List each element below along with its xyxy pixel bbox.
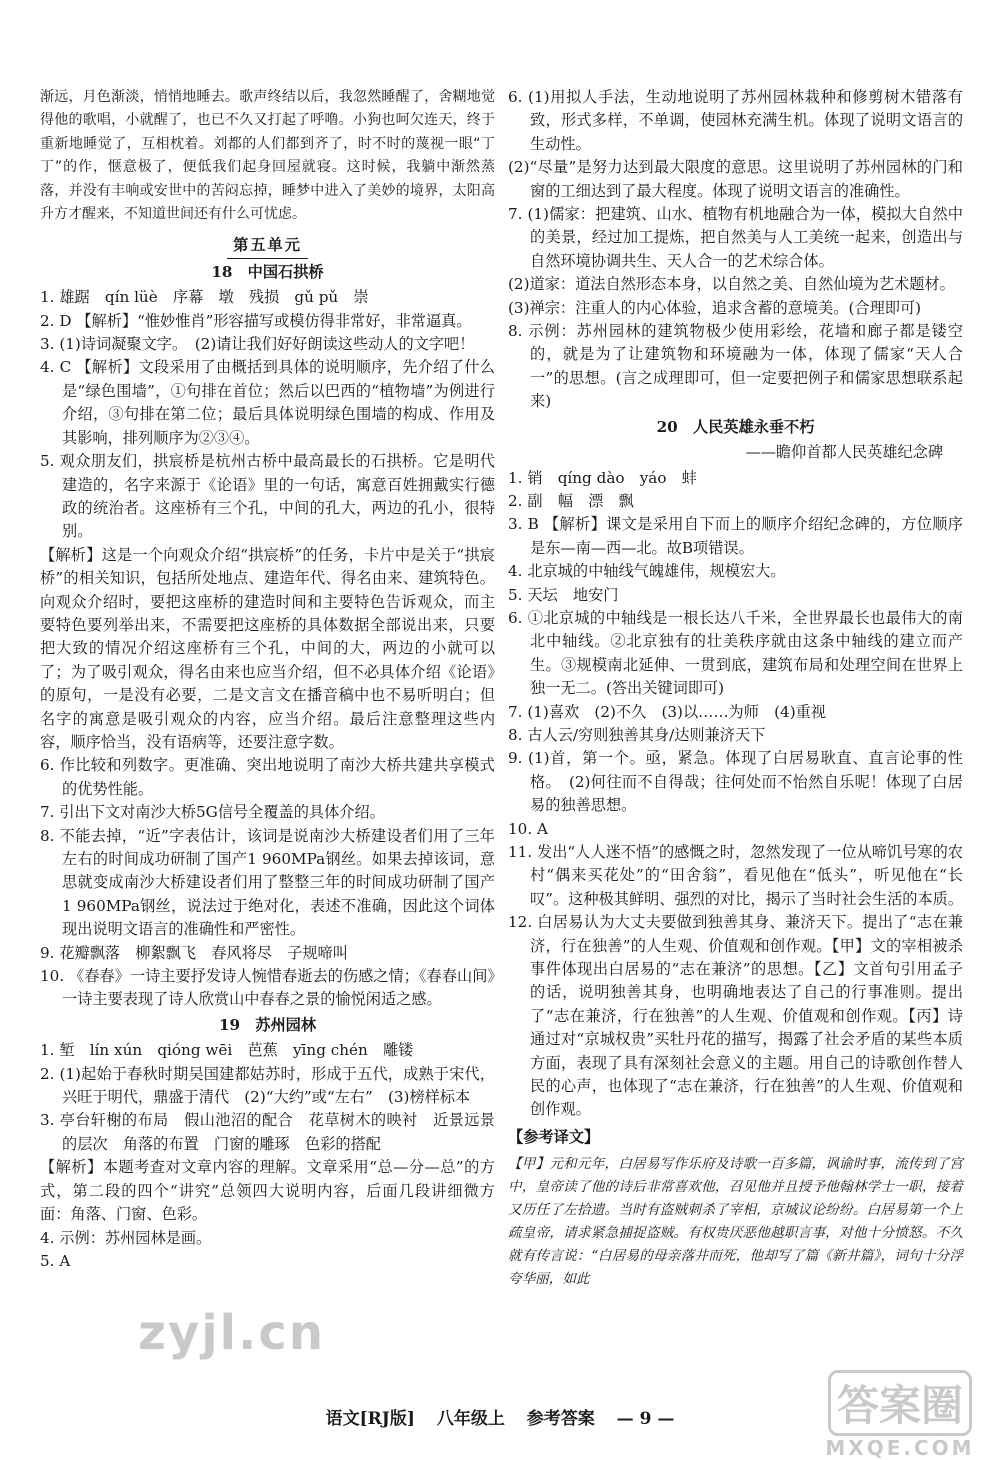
answer-item: 7. (1)儒家：把建筑、山水、植物有机地融合为一体，模拟大自然中的美景，经过加工提炼，把自然美与人工美统一起来，创造出与自然环境协调共生、天人合一的艺术综合体。 [508, 205, 963, 270]
answer-item: 9. (1)首，第一个。亟，紧急。体现了白居易耿直、直言论事的性格。 (2)何往而不自得哉；往何处而不怡然自乐呢！体现了白居易的独善思想。 [508, 749, 963, 815]
answer-item: 3. 亭台轩榭的布局 假山池沼的配合 花草树木的映衬 近景远景的层次 角落的布置 门窗的雕琢 色彩的搭配 [40, 1111, 495, 1153]
answer-item: 2. 副 幅 漂 飘 [508, 491, 634, 510]
intro-paragraph: 渐远，月色渐淡，悄悄地睡去。歌声终结以后，我忽然睡醒了，舍糊地觉得他的歌唱，小就醒了，也已不久又打起了呼噜。小狗也呵欠连天，终于重新地睡觉了，互相枕着。刘都的人们都到齐了，时不时的蔑视一眼“丁丁”的作，惬意极了，便低我们起身回屋就寝。这时候，我躺中渐然蒸落，并没有丰响或安世中的苦闷忘掉，睡梦中进入了美妙的境界，太阳高升方才醒来，不知道世间还有什么可忧虑。 [40, 89, 495, 223]
watermark-stamp-top: 答案圈 [828, 1370, 972, 1436]
answer-item: 4. C 【解析】文段采用了由概括到具体的说明顺序，先介绍了什么是“绿色围墙”，①句排在首位；然后以巴西的“植物墙”为例进行介绍，③句排在第二位；最后具体说明绿色围墙的构成、作用及其影响，排列顺序为②③④。 [40, 358, 495, 447]
reference-translation: 【甲】元和元年，白居易写作乐府及诗歌一百多篇，讽谕时事，流传到了宫中，皇帝读了他的诗后非常喜欢他，召见他并且授予他翰林学士一职，接着又历任了左拾遗。当时有盗贼刺杀了宰相，京城议论纷纷。白居易第一个上疏皇帝，请求紧急捕捉盗贼。有权贵厌恶他越职言事，对他十分愤怒。不久就有传言说：“白居易的母亲落井而死，他却写了篇《新井篇》，词句十分浮夸华丽，如此 [508, 1156, 963, 1288]
answer-item: 2. (1)起始于春秋时期吴国建都姑苏时，形成于五代，成熟于宋代，兴旺于明代，鼎盛于清代 (2)“大约”或“左右” (3)榜样标本 [40, 1064, 495, 1107]
answer-item: 8. 古人云/穷则独善其身/达则兼济天下 [508, 725, 766, 744]
answer-item: 8. 示例：苏州园林的建筑物极少使用彩绘，花墙和廊子都是镂空的，就是为了让建筑物和环境融为一体，体现了儒家“天人合一”的思想。(言之成理即可，但一定要把例子和儒家思想联系起来) [508, 322, 963, 411]
answer-item: 9. 花瓣飘落 柳絮飘飞 春风将尽 子规啼叫 [40, 943, 348, 962]
analysis-paragraph: 【解析】这是一个向观众介绍“拱宸桥”的任务，卡片中是关于“拱宸桥”的相关知识，包括所处地点、建造年代、得名由来、建筑特色。向观众介绍时，要把这座桥的建造时间和主要特色告诉观众，而主要特色要列举出来，不需要把这座桥的具体数据全部说出来，只要把大致的情况介绍这座桥有三个孔，中间的大，两边的小就可以了；为了吸引观众，得名由来也应当介绍，但不必具体介绍《论语》的原句，一是没有必要，二是文言文在播音稿中也不易听明白；但名字的寓意是吸引观众的内容，应当介绍。最后注意整理这些内容，顺序恰当，没有语病等，还要注意字数。 [40, 545, 495, 751]
lesson-20-subtitle: ——瞻仰首都人民英雄纪念碑 [745, 443, 943, 462]
left-column [40, 86, 495, 1273]
watermark-stamp-bottom: MXQE.COM [825, 1436, 975, 1460]
answer-item: 1. 雄踞 qín lüè 序幕 墩 残损 gǔ pǔ 崇 [40, 288, 369, 307]
answer-item: 6. (1)用拟人手法，生动地说明了苏州园林栽种和修剪树木错落有致，形式多样，不单调，使园林充满生机。体现了说明文语言的生动性。 [508, 88, 963, 153]
footer-subject: 语文[RJ版] [325, 1409, 415, 1429]
lesson-18-title: 18 中国石拱桥 [211, 262, 324, 281]
answer-item: 12. 白居易认为大丈夫要做到独善其身、兼济天下。提出了“志在兼济，行在独善”的人生观、价值观和创作观。【甲】文的宰相被杀事件体现出白居易的“志在兼济”的思想。【乙】文首句引用孟子的话，说明独善其身，也明确地表达了自己的行事准则。提出了“志在兼济，行在独善”的人生观、价值观和创作观。【丙】诗通过对“京城权贵”买牡丹花的描写，揭露了社会矛盾的某些本质方面，表现了具有深刻社会意义的主题。用自己的诗歌创作替人民的心声，也体现了“志在兼济，行在独善”的人生观、价值观和创作观。 [508, 913, 963, 1119]
answer-item: 4. 北京城的中轴线气魄雄伟，规模宏大。 [508, 562, 786, 581]
answer-item: 7. (1)喜欢 (2)不久 (3)以……为师 (4)重视 [508, 702, 826, 721]
answer-item: 1. 堑 lín xún qióng wēi 芭蕉 yīng chén 雕镂 [40, 1041, 414, 1060]
answer-item: 6. 作比较和列数字。更准确、突出地说明了南沙大桥共建共享模式的优势性能。 [40, 756, 495, 798]
watermark-stamp [820, 1370, 980, 1460]
page-number: — 9 — [616, 1409, 675, 1429]
answer-item: (2)“尽量”是努力达到最大限度的意思。这里说明了苏州园林的门和窗的工细达到了最大程度。体现了说明文语言的准确性。 [508, 158, 963, 200]
analysis-paragraph: 【解析】本题考查对文章内容的理解。文章采用“总—分—总”的方式，第二段的四个“讲究”总领四大说明内容，后面几段讲细微方面：角落、门窗、色彩。 [40, 1158, 495, 1224]
answer-item: (2)道家：道法自然形态本身，以自然之美、自然仙境为艺术题材。 [508, 275, 955, 294]
watermark-logo: zyjl.cn [138, 1305, 325, 1361]
answer-item: 4. 示例：苏州园林是画。 [40, 1228, 212, 1247]
answer-item: 10. 《春春》一诗主要抒发诗人惋惜春逝去的伤感之情；《春春山间》一诗主要表现了诗人欣赏山中春春之景的愉悦闲适之感。 [40, 967, 495, 1009]
answer-item: 11. 发出“人人迷不悟”的感慨之时，忽然发现了一位从啼饥号寒的农村“偶来买花处”的“田舍翁”，看见他在“低头”，听见他在“长叹”。这种极其鲜明、强烈的对比，揭示了当时社会生活的本质。 [508, 843, 964, 908]
answer-item: 6. ①北京城的中轴线是一根长达八千米，全世界最长也最伟大的南北中轴线。②北京独有的壮美秩序就由这条中轴线的建立而产生。③规模南北延伸、一贯到底，建筑布局和处理空间在世界上独一无二。(答出关键词即可) [508, 608, 963, 698]
answer-item: 10. A [508, 819, 548, 838]
lesson-19-title: 19 苏州园林 [218, 1015, 317, 1034]
answer-item: 3. B 【解析】课文是采用自下而上的顺序介绍纪念碑的，方位顺序是东—南—西—北。故B项错误。 [508, 515, 963, 557]
lesson-20-title: 20 人民英雄永垂不朽 [656, 417, 815, 436]
answer-item: 5. 观众朋友们，拱宸桥是杭州古桥中最高最长的石拱桥。它是明代建造的，名字来源于《论语》里的一句话，寓意百姓拥戴实行德政的统治者。这座桥有三个孔，中间的孔大，两边的孔小，很特别。 [40, 452, 495, 541]
footer-grade: 八年级上 [436, 1409, 505, 1429]
footer-section: 参考答案 [526, 1409, 595, 1429]
answer-item: 3. (1)诗词凝聚文字。 (2)请让我们好好朗读这些动人的文字吧！ [40, 335, 475, 354]
right-column [508, 86, 963, 1291]
answer-item: 7. 引出下文对南沙大桥5G信号全覆盖的具体介绍。 [40, 803, 385, 822]
answer-item: 5. 天坛 地安门 [508, 585, 619, 604]
reference-translation-heading: 【参考译文】 [508, 1127, 600, 1146]
answer-item: (3)禅宗：注重人的内心体验，追求含蓄的意境美。(合理即可) [508, 298, 922, 317]
answer-item: 2. D 【解析】“惟妙惟肖”形容描写或模仿得非常好，非常逼真。 [40, 311, 472, 330]
answer-item: 8. 不能去掉，“近”字表估计，该词是说南沙大桥建设者们用了三年左右的时间成功研制了国产1 960MPa钢丝。如果去掉该词，意思就变成南沙大桥建设者们用了整整三年的时间成功研制了国产1 960MPa钢丝，说法过于绝对化，表述不准确，因此这个词体现出说明文语言的准确性和严密性。 [40, 826, 495, 939]
answer-item: 5. A [40, 1251, 71, 1270]
answer-item: 1. 销 qíng dào yáo 蚌 [508, 468, 697, 487]
unit-title: 第五单元 [40, 234, 495, 258]
